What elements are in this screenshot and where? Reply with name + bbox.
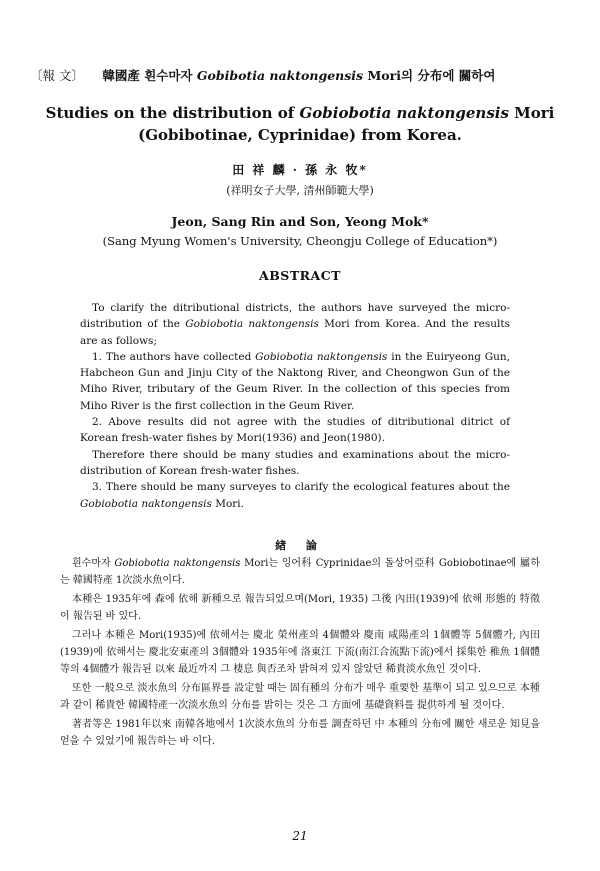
affiliation-korean: (祥明女子大學, 清州師範大學) xyxy=(226,184,374,197)
header-species-name: Gobibotia naktongensis xyxy=(196,68,364,83)
title-line1-pre: Studies on the distribution of xyxy=(45,104,295,122)
abstract-p5-b: Mori. xyxy=(215,497,244,510)
intro-paragraph-3: 그러나 本種은 Mori(1935)에 依해서는 慶北 榮州產의 4個體와 慶南 咸陽產의 1個體等 5個體가, 內田(1939)에 依해서는 慶北安東產의 3個體와 1935年에 洛東江 下流(南江合流點下流)에서 採集한 稚魚 1個體等의 4個體가 報告된 以來 最近까지 그 棲息 與否조차 밝혀져 있지 않았던 稀貴淡水魚인 것이다. xyxy=(60,630,540,675)
abstract-p2-b: in the Euiryeong Gun, Habcheon Gun and Jinju City of the Naktong River, and Cheongwon Gun of the Miho River, tributary of the Geum River. In the collection of this species from Miho River is the first collection in the Geum River. xyxy=(80,350,510,412)
english-title-line-2: (Gobibotinae, Cyprinidae) from Korea. xyxy=(138,126,462,144)
abstract-paragraph-4: Therefore there should be many studies and examinations about the micro-distribution of Korean fresh-water fishes. xyxy=(80,448,510,477)
abstract-p1-b: Mori from Korea. And the results are as follows; xyxy=(80,318,511,347)
abstract-paragraph-2 xyxy=(80,349,510,414)
english-title xyxy=(0,102,600,146)
affiliation-english: (Sang Myung Women's University, Cheongju College of Education*) xyxy=(102,234,498,248)
article-header xyxy=(30,66,580,84)
abstract-p5-a: 3. There should be many surveyes to clarify the ecological features about the xyxy=(92,481,510,494)
page-number: 21 xyxy=(292,829,308,843)
abstract-p1-species: Gobiobotia naktongensis xyxy=(185,318,319,331)
header-korean-title-pre: 韓國產 흰수마자 xyxy=(102,68,193,83)
abstract-p2-a: 1. The authors have collected xyxy=(92,350,252,363)
authors-korean: 田 祥 麟 · 孫 永 牧* xyxy=(232,163,368,177)
abstract-paragraph-5 xyxy=(80,479,510,512)
authors-english: Jeon, Sang Rin and Son, Yeong Mok* xyxy=(171,214,429,229)
abstract-paragraph-3: 2. Above results did not agree with the studies of ditributional ditrict of Korean fresh-water fishes by Mori(1936) and Jeon(1980). xyxy=(80,416,510,445)
title-line1-post: Mori xyxy=(514,104,555,122)
abstract-p2-species: Gobiobotia naktongensis xyxy=(255,350,388,363)
abstract-p5-species: Gobiobotia naktongensis xyxy=(80,497,212,510)
intro-paragraph-5: 著者等은 1981年以來 南韓各地에서 1次淡水魚의 分布를 調査하던 中 本種의 分布에 關한 새로운 知見을 얻을 수 있었기에 報告하는 바 이다. xyxy=(60,719,540,747)
intro-p1-species: Gobiobotia naktongensis xyxy=(114,558,241,569)
title-species-name: Gobiobotia naktongensis xyxy=(299,104,509,122)
abstract-paragraph-1 xyxy=(80,300,510,349)
article-type-tag: 〔報 文〕 xyxy=(30,68,84,83)
english-title-line-1 xyxy=(0,102,600,124)
introduction-heading: 緖 論 xyxy=(275,539,325,552)
introduction-body xyxy=(60,556,540,754)
intro-p1-b: Mori는 잉어科 Cyprinidae의 돌상어亞科 Gobiobotinae에 屬하는 韓國特產 1次淡水魚이다. xyxy=(60,558,541,586)
intro-paragraph-1 xyxy=(60,556,540,589)
abstract-heading: ABSTRACT xyxy=(259,268,341,283)
intro-paragraph-4: 또한 一般으로 淡水魚의 分布區界를 設定할 때는 固有種의 分布가 매우 重要한 基準이 되고 있으므로 本種과 같이 稀貴한 韓國特產一次淡水魚의 分布를 밝히는 것은 그 方面에 基礎資料를 提供하게 될 것이다. xyxy=(60,683,540,711)
abstract-body xyxy=(80,300,510,512)
header-korean-title-post: Mori의 分布에 關하여 xyxy=(367,68,496,83)
intro-paragraph-2: 本種은 1935年에 森에 依해 新種으로 報告되었으며(Mori, 1935) 그後 內田(1939)에 依해 形態的 特徵이 報告된 바 있다. xyxy=(60,594,540,622)
abstract-p1-a: To clarify the ditributional districts, the authors have surveyed the micro-distribution of the xyxy=(80,302,510,331)
intro-p1-a: 흰수마자 xyxy=(72,558,111,569)
